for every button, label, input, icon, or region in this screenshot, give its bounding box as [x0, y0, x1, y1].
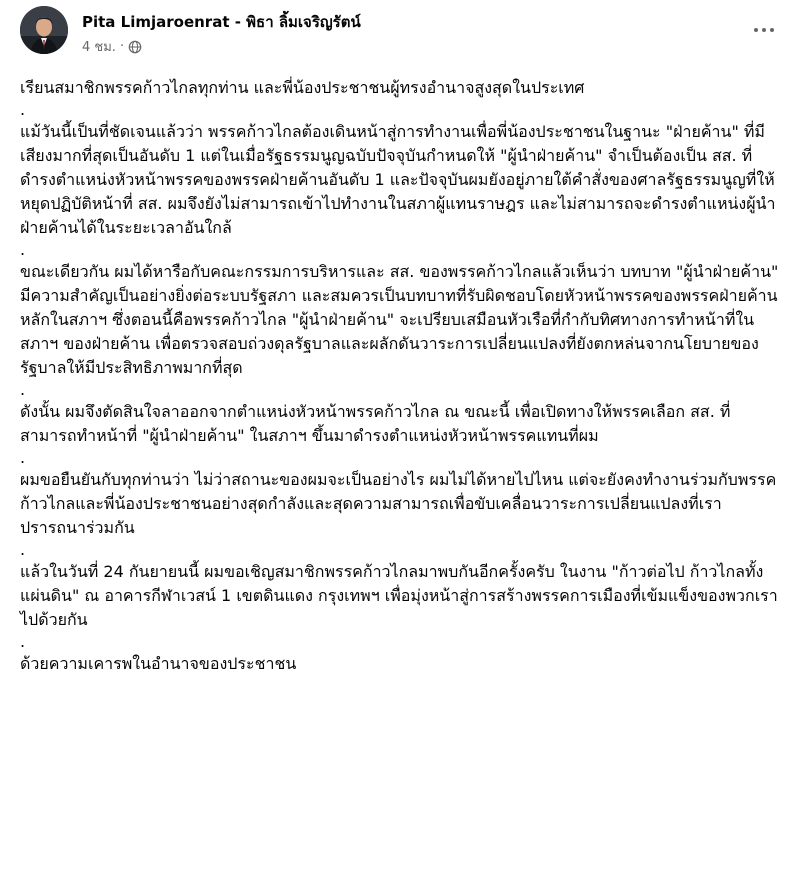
paragraph-1: เรียนสมาชิกพรรคก้าวไกลทุกท่าน และพี่น้องประชาชนผู้ทรงอำนาจสูงสุดในประเทศ	[20, 78, 585, 97]
post-meta	[82, 36, 142, 57]
paragraph-5: ผมขอยืนยันกับทุกท่านว่า ไม่ว่าสถานะของผมจะเป็นอย่างไร ผมไม่ได้หายไปไหน แต่จะยังคงทำงานร่วมกับพรรคก้าวไกลและพี่น้องประชาชนอย่างสุดกำลังและสุดความสามารถเพื่อขับเคลื่อนวาระการเปลี่ยนแปลงที่เราปรารถนาร่วมกัน	[20, 470, 777, 537]
more-dot	[770, 28, 774, 32]
more-dot	[762, 28, 766, 32]
paragraph-4: ดังนั้น ผมจึงตัดสินใจลาออกจากตำแหน่งหัวหน้าพรรคก้าวไกล ณ ขณะนี้ เพื่อเปิดทางให้พรรคเลือก สส. ที่สามารถทำหน้าที่ "ผู้นำฝ่ายค้าน" ในสภาฯ ขึ้นมาดำรงตำแหน่งหัวหน้าพรรคแทนที่ผม	[20, 402, 731, 445]
paragraph-separator: .	[20, 448, 26, 467]
post-body	[20, 76, 786, 676]
paragraph-separator: .	[20, 632, 26, 651]
paragraph-3: ขณะเดียวกัน ผมได้หารือกับคณะกรรมการบริหารและ สส. ของพรรคก้าวไกลแล้วเห็นว่า บทบาท "ผู้นำฝ่ายค้าน" มีความสำคัญเป็นอย่างยิ่งต่อระบบรัฐสภา และสมควรเป็นบทบาทที่รับผิดชอบโดยหัวหน้าพรรคของพรรคฝ่ายค้านหลักในสภาฯ ซึ่งตอนนี้คือพรรคก้าวไกล "ผู้นำฝ่ายค้าน" จะเปรียบเสมือนหัวเรือที่กำกับทิศทางการทำหน้าที่ในสภาฯ ของฝ่ายค้าน เพื่อตรวจสอบถ่วงดุลรัฐบาลและผลักดันวาระการเปลี่ยนแปลงที่ยังตกหล่นจากนโยบายของรัฐบาลให้มีประสิทธิภาพมากที่สุด	[20, 262, 779, 377]
paragraph-separator: .	[20, 380, 26, 399]
paragraph-2: แม้วันนี้เป็นที่ชัดเจนแล้วว่า พรรคก้าวไกลต้องเดินหน้าสู่การทำงานเพื่อพี่น้องประชาชนในฐานะ "ฝ่ายค้าน" ที่มีเสียงมากที่สุดเป็นอันดับ 1 แต่ในเมื่อรัฐธรรมนูญฉบับปัจจุบันกำหนดให้ "ผู้นำฝ่ายค้าน" จำเป็นต้องเป็น สส. ที่ดำรงตำแหน่งหัวหน้าพรรคของพรรคฝ่ายค้านอันดับ 1 และปัจจุบันผมยังอยู่ภายใต้คำสั่งของศาลรัฐธรรมนูญที่ให้หยุดปฏิบัติหน้าที่ สส. ผมจึงยังไม่สามารถเข้าไปทำงานในสภาผู้แทนราษฎร และไม่สามารถจะดำรงตำแหน่งผู้นำฝ่ายค้านได้ในระยะเวลาอันใกล้	[20, 122, 776, 237]
author-name[interactable]: Pita Limjaroenrat - พิธา ลิ้มเจริญรัตน์	[82, 13, 361, 31]
post-header	[20, 6, 790, 64]
paragraph-6: แล้วในวันที่ 24 กันยายนนี้ ผมขอเชิญสมาชิกพรรคก้าวไกลมาพบกันอีกครั้งครับ ในงาน "ก้าวต่อไป ก้าวไกลทั้งแผ่นดิน" ณ อาคารกีฬาเวสน์ 1 เขตดินแดง กรุงเทพฯ เพื่อมุ่งหน้าสู่การสร้างพรรคการเมืองที่เข้มแข็งของพวกเราไปด้วยกัน	[20, 562, 778, 629]
avatar[interactable]	[20, 6, 68, 54]
meta-separator: ·	[119, 39, 125, 54]
paragraph-separator: .	[20, 100, 26, 119]
profile-photo	[20, 6, 68, 54]
paragraph-separator: .	[20, 540, 26, 559]
paragraph-separator: .	[20, 240, 26, 259]
globe-icon[interactable]	[128, 40, 142, 54]
more-options-button[interactable]	[746, 12, 782, 48]
post-timestamp[interactable]: 4 ชม.	[82, 40, 116, 55]
paragraph-7: ด้วยความเคารพในอำนาจของประชาชน	[20, 654, 297, 673]
more-dot	[754, 28, 758, 32]
